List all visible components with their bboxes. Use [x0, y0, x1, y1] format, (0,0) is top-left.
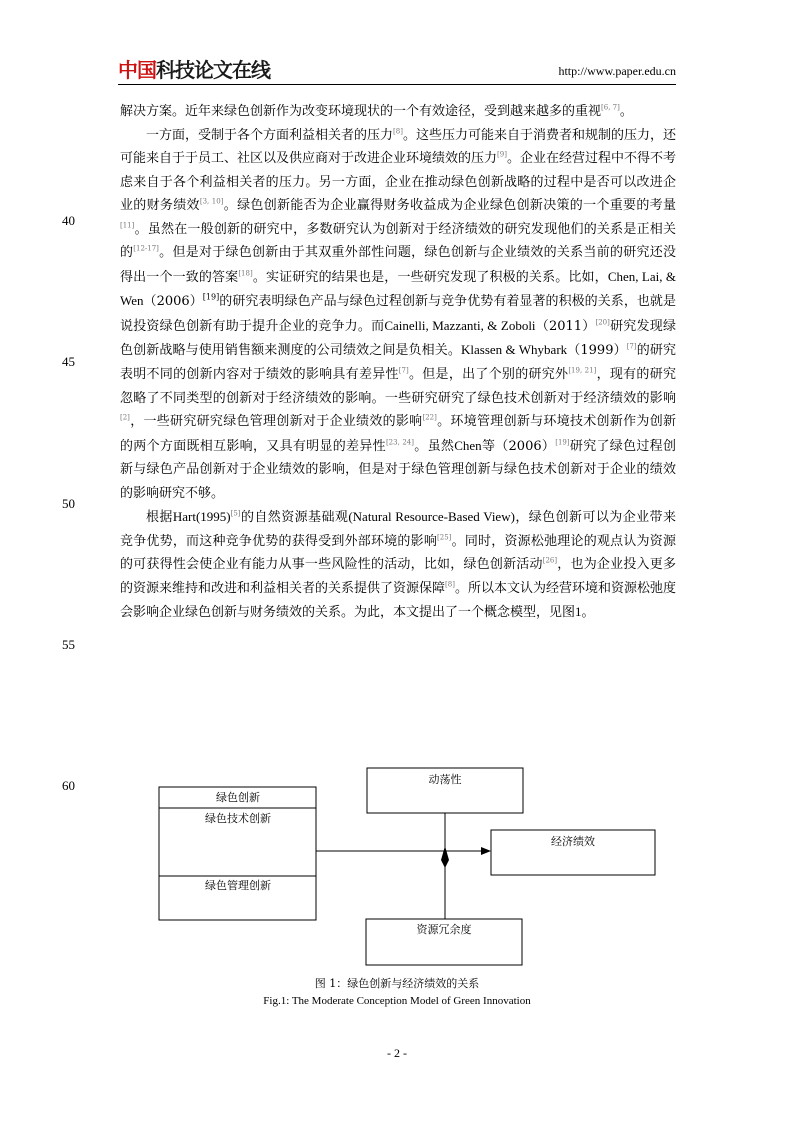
text-run: 。环境管理创新与环境技术创新作为创新的两个方面既相互影响，又具有明显的差异性 [120, 414, 676, 454]
figure-caption-en: Fig.1: The Moderate Conception Model of Green Innovation [263, 995, 531, 1007]
moderation-diamond [441, 846, 449, 868]
author-names: Hart(1995) [172, 509, 231, 525]
text-run: ，也为企业投入更多的资源来维持和改进和利益相关者的关系提供了资源保障 [120, 557, 676, 596]
citation: [19, 21] [568, 366, 597, 375]
theory-name: (Natural Resource-Based View) [348, 509, 515, 525]
text-run: 。虽然在一般创新的研究中，多数研究认为创新对于经济绩效的研究发现他们的关系是正相关的 [120, 221, 676, 261]
slack-resources-label: 资源冗余度 [416, 923, 472, 936]
text-run: （2006） [143, 294, 203, 310]
citation: [22] [422, 413, 437, 422]
citation: [26] [542, 557, 558, 566]
citation: [5] [230, 509, 241, 518]
text-run: 研究了绿色过程创新与绿色产品创新对于企业绩效的影响，但是对于绿色管理创新与绿色技术创新对于企业的绩效的影响研究不够。 [120, 438, 676, 501]
citation: [23, 24] [385, 438, 414, 447]
text-run: 的研究表明绿色产品与绿色过程创新与竞争优势有着显著的积极的关系，也就是说投资绿色创新有助于提升企业的竞争力。而 [120, 294, 676, 334]
text-run: 等（2006） [481, 438, 556, 454]
logo-dark-text: 科技论文在线 [156, 58, 270, 82]
text-run: 。同时，资源松弛理论的观点认为资源的可获得性会使企业有能力从事一些风险性的活动，比如，绿色创新活动 [120, 533, 676, 573]
line-number: 55 [62, 637, 75, 652]
figure-caption-cn: 图 1：绿色创新与经济绩效的关系 [314, 977, 480, 990]
citation: [3, 10] [199, 197, 224, 206]
text-run: （2011） [535, 318, 596, 334]
text-run: 研究发现绿色创新战略与使用销售额来测度的公司绩效之间是负相关。 [120, 318, 676, 359]
green-mgmt-label: 绿色管理创新 [205, 879, 271, 892]
line-number: 60 [62, 778, 75, 793]
text-run: 。虽然 [413, 438, 455, 454]
text-run: 。绿色创新能否为企业赢得财务收益成为企业绿色创新决策的一个重要的考量 [223, 198, 676, 214]
citation: [6, 7] [601, 103, 620, 112]
citation: [8] [393, 127, 403, 136]
text-run: 。实证研究的结果也是，一些研究发现了积极的关系。比如， [252, 269, 608, 285]
text-run: （1999） [567, 343, 627, 359]
line-number: 40 [62, 213, 75, 228]
author-names: Chen [454, 437, 482, 453]
economic-performance-label: 经济绩效 [551, 835, 595, 848]
line-number: 50 [62, 496, 75, 511]
author-names: Chen, Lai, & Wen [120, 268, 676, 309]
text-run: ，绿色创新可以为企业带来竞争优势，而这种竞争优势的获得受到外部环境的影响 [120, 510, 676, 549]
citation: [11] [120, 221, 135, 230]
text-run: ，一些研究研究绿色管理创新对于企业绩效的影响 [129, 414, 423, 430]
text-run: 。 [581, 605, 595, 621]
citation: [19] [202, 293, 220, 303]
text-run: 。这些压力可能来自于消费者和规制的压力，还可能来自于于员工、社区以及供应商对于改进企业环境绩效的压力 [120, 127, 676, 167]
green-innovation-box [159, 787, 316, 920]
dynamism-label: 动荡性 [428, 773, 462, 786]
text-run: 的研究表明不同的创新内容对于绩效的影响具有差异性 [120, 343, 676, 383]
citation: [8] [445, 580, 455, 589]
citation: [25] [437, 533, 452, 542]
text-run: 解决方案。近年来绿色创新作为改变环境现状的一个有效途径，受到越来越多的重视 [120, 104, 602, 119]
main-arrow-head [481, 847, 491, 855]
logo-red-text: 中国 [118, 58, 156, 82]
text-run: 的自然资源基础观 [240, 510, 349, 526]
text-run: 一方面，受制于各个方面利益相关者的压力 [146, 127, 394, 143]
citation: [19] [555, 438, 570, 447]
text-run: ，现有的研究忽略了不同类型的创新对于经济绩效的影响。一些研究研究了绿色技术创新对于经济绩效的影响 [120, 367, 676, 406]
citation: [7] [626, 343, 637, 352]
text-run: 。但是，出了个别的研究外 [408, 367, 569, 383]
citation: [7] [398, 366, 409, 375]
text-run: 。但是对于绿色创新由于其双重外部性问题，绿色创新与企业绩效的关系当前的研究还没得出一个一致的答案 [120, 245, 676, 285]
text-run: 根据 [146, 510, 173, 526]
citation: [18] [238, 269, 253, 278]
text-run: 。企业在经营过程中不得不考虑来自于各个利益相关者的压力。另一方面，企业在推动绿色创新战略的过程中是否可以改进企业的财务绩效 [120, 151, 676, 214]
text-run: 。 [619, 104, 633, 119]
green-tech-label: 绿色技术创新 [205, 812, 271, 825]
header-url: http://www.paper.edu.cn [558, 64, 676, 78]
author-names: Klassen & Whybark [461, 342, 568, 358]
citation: [20] [595, 318, 610, 327]
author-names: Cainelli, Mazzanti, & Zoboli [384, 317, 536, 333]
citation: [2] [120, 413, 130, 422]
citation: [9] [497, 150, 507, 159]
page-number: - 2 - [387, 1046, 407, 1060]
text-run: 。所以本文认为经营环境和资源松弛度会影响企业绿色创新与财务绩效的关系。为此，本文提出了一个概念模型，见图 [120, 580, 676, 621]
figure-ref: 1 [575, 604, 582, 620]
green-innovation-label: 绿色创新 [216, 791, 260, 804]
citation: [12-17] [133, 244, 159, 253]
line-number: 45 [62, 354, 75, 369]
